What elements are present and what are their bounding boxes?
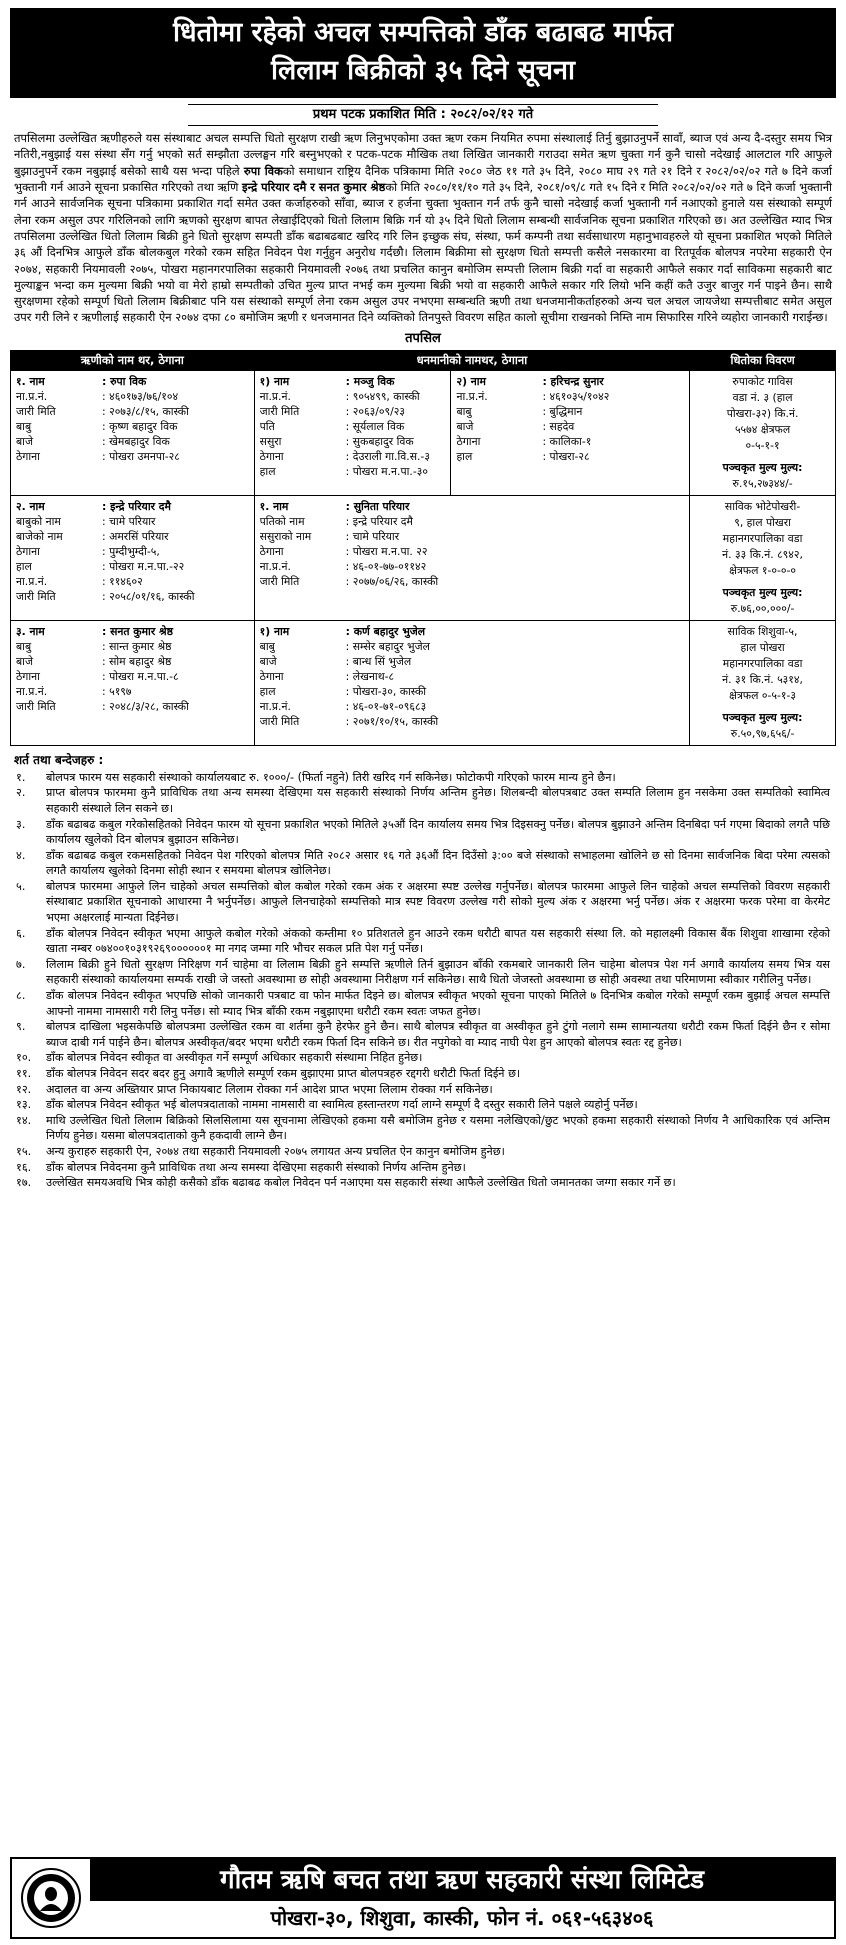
name-label: ३. नाम xyxy=(16,624,45,638)
person-name-row xyxy=(260,499,684,514)
field-label: ठेगाना xyxy=(16,669,40,683)
term-number: ५. xyxy=(16,879,26,893)
field-value: : बान्ध सिं भुजेल xyxy=(346,654,684,669)
person-block xyxy=(16,374,249,464)
term-number: १. xyxy=(16,770,26,784)
collateral-cell xyxy=(690,620,836,745)
person-field xyxy=(260,654,684,669)
term-number: १६. xyxy=(16,1160,32,1174)
borrower-cell xyxy=(11,620,255,745)
field-label: जारी मिति xyxy=(259,404,300,418)
term-text: उल्लेखित समयअवधि भित्र कोही कसैको डाँक बढाबढ कबोल निवेदन पर्न नआएमा यस सहकारी संस्था आफैले उल्लेखित धितो जमानतका जग्गा सकार गर्ने छ। xyxy=(46,1176,676,1190)
person-field xyxy=(456,434,684,449)
field-value: : बुद्धिमान xyxy=(542,404,684,419)
person-field xyxy=(16,544,249,559)
term-item xyxy=(16,785,830,816)
collateral-cell xyxy=(690,370,836,495)
schedule-row xyxy=(11,495,836,620)
person-field xyxy=(260,514,684,529)
person-block xyxy=(16,499,249,604)
footer-text xyxy=(90,1859,834,1937)
terms-list xyxy=(10,770,836,1191)
person-field xyxy=(16,434,249,449)
term-item xyxy=(16,1097,830,1113)
valuation-amount: रु.५०,९७,६५६/- xyxy=(730,726,795,740)
field-value: : कालिका-१ xyxy=(542,434,684,449)
collateral-line: ९, हाल पोखरा xyxy=(734,515,791,529)
term-text: डाँक बोलपत्र निवेदन स्वीकृत भई बोलपत्रदाताको नाममा नामसारी वा स्वामित्व हस्तान्तरण गर्दा लाग्ने सम्पूर्ण दै दस्तुर सकारी लिने पक्षले व्यहोर्नु पर्नेछ। xyxy=(46,1098,638,1112)
term-text: डाँक बोलपत्र निवेदन स्वीकृत भएमा आफुले कबोल गरेको अंकको कम्तीमा १० प्रतिशतले हुन आउने रकम धरौटी बापत यस सहकारी संस्था लि. को महालक्ष्मी विकास बैंक शिशुवा शाखामा रहेको खाता नम्बर ०७४००१०३१९२६९००००००१ मा नगद जम्मा गरि भौचर सकल प्रति पेश गर्नु पर्नेछ। xyxy=(46,926,830,956)
term-number: ८. xyxy=(16,989,26,1003)
term-item xyxy=(16,848,830,879)
person-field xyxy=(260,449,446,464)
field-value: : सोम बहादुर श्रेष्ठ xyxy=(102,654,249,669)
collateral-line: साविक भोटेपोखरी- xyxy=(724,499,801,513)
term-item xyxy=(16,926,830,957)
person-field xyxy=(260,684,684,699)
field-label: ना.प्र.नं. xyxy=(16,389,48,403)
footer xyxy=(10,1857,836,1939)
term-number: १३. xyxy=(16,1098,32,1112)
borrower-cell xyxy=(11,495,255,620)
field-label: बाजे xyxy=(16,434,33,448)
term-text: बोलपत्र दाखिला भइसकेपछि बोलपत्रमा उल्लेखित रकम वा शर्तमा कुनै हेरफेर हुने छैन। साथै बोलपत्र स्वीकृत वा अस्वीकृत हुने टुंगो नलागे सम्म सामान्यतया धरौटी रकम फिर्ता दिईने छैन र सोमा ब्याज दाबी गर्न पाईने छैन। बोलपत्र अस्वीकृत/बदर भएमा धरौटी रकम फिर्ता दिन सकिने छ। रीत नपुगेको वा म्याद नाघी पेश हुन आएको बोलपत्र स्वतः रद्द हुनेछ। xyxy=(46,1020,830,1049)
field-value: : ४६-०१-७१-०९६८३ xyxy=(346,699,684,714)
term-text: अदालत वा अन्य अख्तियार प्राप्त निकायबाट लिलाम रोक्का गर्न आदेश प्राप्त भएमा लिलाम रोक्का गर्न सकिनेछ। xyxy=(46,1082,493,1096)
person-field xyxy=(16,514,249,529)
field-value: : २०७३/८/१५, कास्की xyxy=(102,404,249,419)
term-item xyxy=(16,1050,830,1066)
valuation-label: पञ्चकृत मुल्य मुल्य: xyxy=(722,460,803,474)
field-label: जारी मिति xyxy=(16,699,56,713)
term-item xyxy=(16,1144,830,1160)
field-label: हाल xyxy=(259,684,276,698)
valuation-label: पञ्चकृत मुल्य मुल्य: xyxy=(722,710,803,724)
person-name-row xyxy=(16,624,249,639)
collateral-line: क्षेत्रफल ०-५-१-३ xyxy=(729,688,797,702)
header-guarantor: धनमानीको नामथर, ठेगाना xyxy=(254,350,689,370)
field-label: बाबु xyxy=(259,639,275,653)
schedule-body xyxy=(11,370,836,745)
field-label: बाबु xyxy=(16,419,32,433)
field-label: ससुराको नाम xyxy=(259,529,312,543)
term-number: १५. xyxy=(16,1144,32,1158)
term-text: डाँक बोलपत्र निवेदन सदर बदर हुनु अगावै ऋणीले सम्पूर्ण रकम बुझाएमा प्राप्त बोलपत्रहरु रद्दगरी धरौटी फिर्ता दिईने छ। xyxy=(46,1067,521,1081)
field-value: : २०५८/०१/१६, कास्की xyxy=(102,589,249,604)
field-value: : पोखरा म.न.पा.-८ xyxy=(102,669,249,684)
term-text: प्राप्त बोलपत्र फारममा कुनै प्राविधिक तथा अन्य समस्या देखिएमा यस सहकारी संस्थाको निर्णय अन्तिम हुनेछ। शिलबन्दी बोलपत्रबाट उक्त सम्पति लिलाम हुन नसकेमा उक्त सम्पतिको स्वामित्व सहकारी संस्थाले लिन सकने छ। xyxy=(46,786,830,815)
header-collateral: धितोका विवरण xyxy=(690,350,836,370)
name-label: १) नाम xyxy=(259,624,290,638)
person-name-row xyxy=(260,624,684,639)
field-label: ससुरा xyxy=(259,434,282,448)
person-field xyxy=(260,529,684,544)
guarantor-cell xyxy=(451,370,690,495)
field-value: : २०६३/०९/२३ xyxy=(346,404,446,419)
person-field xyxy=(16,529,249,544)
person-name-row xyxy=(260,374,446,389)
term-number: १७. xyxy=(16,1176,32,1190)
title-line-2: लिलाम बिक्रीको ३५ दिने सूचना xyxy=(271,55,575,86)
term-number: २. xyxy=(16,786,26,800)
intro-text-2: को समाधान राष्ट्रिय दैनिक पत्रिकामा मिति २०८० जेठ ११ गते ३५ दिने, २०८० माघ २९ गते २१ दिने र २०८२/०२/०२ गते ७ दिने कर्जा भुक्तानी गर्न आउने सूचना प्रकासित गरिएको तथा ऋणि xyxy=(14,163,832,195)
field-value: : ४६१०३५/१०४२ xyxy=(542,389,684,404)
cooperative-emblem-icon xyxy=(12,1859,90,1937)
person-field xyxy=(16,419,249,434)
term-item xyxy=(16,957,830,988)
term-number: १४. xyxy=(16,1113,32,1127)
field-label: ना.प्र.नं. xyxy=(259,389,291,403)
person-field xyxy=(260,419,446,434)
person-field xyxy=(260,669,684,684)
title-line-1: धितोमा रहेको अचल सम्पत्तिको डाँक बढाबढ मार्फत xyxy=(172,17,674,48)
field-label: बाबुको नाम xyxy=(16,514,61,528)
field-value: : खेमबहादुर विक xyxy=(102,434,249,449)
field-value: : लेखनाथ-८ xyxy=(346,669,684,684)
organization-name: गौतम ऋषि बचत तथा ऋण सहकारी संस्था लिमिटेड xyxy=(90,1859,834,1901)
field-value: : देउराली गा.वि.स.-३ xyxy=(346,449,446,464)
person-name-row xyxy=(456,374,684,389)
intro-text-3: को मिति २०८०/११/१० गते ३५ दिने, २०८१/०९/८ गते १५ दिने र मिति २०८२/०२/०२ गते ७ दिने कर्जा भुक्तानी गर्न आउने सार्वजनिक सूचना पत्रिकामा प्रकाशित गर्दा समेत उक्त कर्जाहरुको साँवा, ब्याज र हर्जना चुक्ता भुक्तान गर्न तर्फ कुनै चासो नदेखाई कर्जा भुक्तानी गर्न नआएको हुनाले यस संस्थाको सम्पूर्ण लेना रकम असुल उपर गरिलिनको लागि ऋणको सुरक्षण बापत लेखाईदिएको धितो लिलाम बिक्रि गर्न यो ३५ दिने धितो लिलाम सम्बन्धी सार्वजनिक सूचना प्रकाशित गरिएको छ। अत उल्लेखित म्याद भित्र तपसिलमा उल्लेखित धितो लिलाम बिक्री हुने धितो सुरक्षण सम्पती डाँक बढाबढबाट खरिद गरि लिन इच्छुक संघ, संस्था, फर्म कम्पनी तथा सर्वसाधारण महानुभावहरुले यो सूचना प्रकाशित भएको मितिले ३६ औं दिनभित्र आफुले डाँक बोलकबुल गरेको रकम सहित निवेदन पेश गर्नुहुन अनुरोध गर्दछौ। लिलाम बिक्रीमा सो सुरक्षण धितो सम्पत्ती कसैले नसकारमा वा रितपूर्वक बोलपत्र नपरेमा सहकारी ऐन २०७४, सहकारी नियमावली २०७५, पोखरा महानगरपालिका सहकारी नियमावली २०७६ तथा प्रचलित कानुन बमोजिम सम्पत्ती लिलाम बिक्री गर्दा वा सहकारी आफैले सकार गर्दा साविकमा सहकारी बाट मुल्याङ्कन भन्दा कम मुल्यमा बिक्री भयो वा मेरो हाम्रो सम्पतीको उचित मुल्य प्राप्त नभई कम मुल्यमा बिक्री भयो वा सहकारी आफैले सकार गरि लियो भनि कहीं कतै उजुर बाजुर गर्न पाइने छैन। साथै सुरक्षणमा रहेको सम्पूर्ण धितो लिलाम बिक्रीबाट पनि यस संस्थाको सम्पूर्ण लेना रकम असुल उपर नभएमा सम्बन्धति ऋणी तथा धनजमानीकर्ताहरुको अन्य चल अचल जायजेथा सम्पत्तीबाट समेत असुल उपर गरी लिने र ऋणीलाई सहकारी ऐन २०७४ दफा ८० बमोजिम ऋणी र धनजमानत दिने व्यक्तिको तिनपुस्ते विवरण सहित कालो सूचीमा राखनको निम्ति नाम सिफारिस गरिने व्यहोरा जानकारी गराईन्छ। xyxy=(14,180,833,325)
field-label: ना.प्र.नं. xyxy=(259,559,291,573)
person-field xyxy=(260,559,684,574)
term-item xyxy=(16,817,830,848)
collateral-line: नं. ३३ कि.नं. ८९४२, xyxy=(722,547,803,561)
term-number: ३. xyxy=(16,817,26,831)
person-field xyxy=(260,574,684,589)
collateral-line: रुपाकोट गाविस xyxy=(732,374,793,388)
collateral-line: क्षेत्रफल १-०-०-० xyxy=(729,563,797,577)
field-label: ठेगाना xyxy=(259,669,284,683)
field-value: : ४६-०१-७७-०११४२ xyxy=(346,559,684,574)
person-field xyxy=(16,574,249,589)
term-text: डाँक बोलपत्र निवेदन स्वीकृत भएपछि सोको जानकारी पत्रबाट वा फोन मार्फत दिइने छ। बोलपत्र स्वीकृत भएको सूचना पाएको मितिले ७ दिनभित्र कबोल गरेको सम्पूर्ण रकम बुझाई अचल सम्पत्ति आफ्नो नाममा नामसारी गरी लिनु पर्नेछ। सो म्याद भित्र बाँकी रकम नबुझाएमा धरौटी रकम स्वतः जफत हुनेछ। xyxy=(46,989,830,1018)
field-value: : चामे परियार xyxy=(102,514,249,529)
person-field xyxy=(260,544,684,559)
field-value: : पुम्दीभुम्दी-५, xyxy=(102,544,249,559)
field-value: : पोखरा म.न.पा. २२ xyxy=(346,544,684,559)
field-label: हाल xyxy=(259,464,276,478)
field-label: जारी मिति xyxy=(16,589,56,603)
person-block xyxy=(260,374,446,479)
collateral-line: महानगरपालिका वडा xyxy=(722,656,803,670)
field-value: : ११४६०२ xyxy=(102,574,249,589)
intro-text-1: तपसिलमा उल्लेखित ऋणीहरुले यस संस्थाबाट अचल सम्पत्ति धितो सुरक्षण राखी ऋण लिनुभएकोमा उक्त ऋण रकम नियमित रुपमा संस्थालाई तिर्नु बुझाउनुपर्ने सावाँ, ब्याज एवं अन्य दै-दस्तुर समय भित्र नतिरी,नबुझाई यस संस्था सँग गर्नु भएको सर्त सम्झौता उल्लङ्घन गरि बस्नुभएको र पटक-पटक मौखिक तथा लिखित जानकारी गराउदा समेत ऋण चुक्ता गर्न कुनै चासो नदेखाई आलटाल गरि आफुले बुझाउनुपर्ने रकम नबुझाई बसेको साथै यस भन्दा पहिले xyxy=(14,131,832,178)
valuation-amount: रु.१५,२७३४४/- xyxy=(732,476,793,490)
field-value: : सूर्यलाल विक xyxy=(346,419,446,434)
term-item xyxy=(16,1082,830,1098)
field-value: : पोखरा उमनपा-२८ xyxy=(102,449,249,464)
term-item xyxy=(16,1066,830,1082)
term-text: बोलपत्र फारम यस सहकारी संस्थाको कार्यालयबाट रु. १०००/- (फिर्ता नहुने) तिरी खरिद गर्न सकिनेछ। फोटोकपी गरिएको फारम मान्य हुने छैन। xyxy=(46,770,616,784)
term-text: बोलपत्र फारममा आफुले लिन चाहेको अचल सम्पत्तिको बोल कबोल गरेको रकम अंक र अक्षरमा स्पष्ट उल्लेख गर्नुपर्नेछ। बोलपत्र फारममा आफुले लिन चाहेको अचल सम्पत्तिको विवरण सहकारी संस्थाबाट प्रकाशित सूचनाको आधारमा नै भर्नुपर्नेछ। आफुले लिनचाहेको सम्पत्तिको मात्र स्पष्ट विवरण उल्लेख गरी सोको मुल्य अंक र अक्षरमा भर्नु पर्नेछ। अंक र अक्षरमा फरक परेमा वा केरमेट भएमा अक्षरलाई मान्यता दिईनेछ। xyxy=(46,879,830,925)
person-field xyxy=(260,389,446,404)
term-item xyxy=(16,1019,830,1050)
term-item xyxy=(16,1160,830,1176)
intro-paragraph xyxy=(10,130,836,326)
person-block xyxy=(260,499,684,589)
field-label: ठेगाना xyxy=(16,449,40,463)
field-label: ना.प्र.नं. xyxy=(259,699,291,713)
person-name-row xyxy=(16,374,249,389)
field-label: पतिको नाम xyxy=(259,514,305,528)
field-value: : २०४८/३/२८, कास्की xyxy=(102,699,249,714)
field-label: हाल xyxy=(16,559,32,573)
field-value: : पोखरा-२८ xyxy=(542,449,684,464)
collateral-line: पोखरा-३२) कि.नं. xyxy=(726,406,799,420)
person-field xyxy=(16,389,249,404)
field-label: बाजेको नाम xyxy=(16,529,63,543)
term-number: ७. xyxy=(16,957,26,971)
field-value: : अमरसिं परियार xyxy=(102,529,249,544)
field-label: जारी मिति xyxy=(16,404,56,418)
field-value: : पोखरा म.न.पा.-३० xyxy=(346,464,446,479)
collateral-line: हाल पोखरा xyxy=(740,640,785,654)
person-name-row xyxy=(16,499,249,514)
person-field xyxy=(16,684,249,699)
name-label: १. नाम xyxy=(259,499,289,513)
person-field xyxy=(456,404,684,419)
person-name: : हरिचन्द्र सुनार xyxy=(542,374,684,389)
field-value: : पोखरा-३०, कास्की xyxy=(346,684,684,699)
person-field xyxy=(260,714,684,729)
field-label: ठेगाना xyxy=(16,544,40,558)
field-value: : २०७१/१०/१५, कास्की xyxy=(346,714,684,729)
person-name: : सुनिता परियार xyxy=(346,499,684,514)
field-value: : सम्सेर बहादुर भुजेल xyxy=(346,639,684,654)
collateral-line: नं. ३१ कि.नं. ५३१४, xyxy=(722,672,803,686)
field-label: बाजे xyxy=(456,419,474,433)
field-value: : सुकबहादुर विक xyxy=(346,434,446,449)
field-label: जारी मिति xyxy=(259,714,300,728)
person-name: : सनत कुमार श्रेष्ठ xyxy=(102,624,249,639)
field-value: : ९०५४९९, कास्की xyxy=(346,389,446,404)
guarantor-cell xyxy=(254,495,689,620)
field-value: : ५१९७ xyxy=(102,684,249,699)
term-number: ९. xyxy=(16,1020,26,1034)
schedule-table xyxy=(10,350,836,746)
guarantor-cell xyxy=(254,370,451,495)
name-label: २. नाम xyxy=(16,499,45,513)
person-block xyxy=(260,624,684,729)
field-label: ठेगाना xyxy=(456,434,481,448)
field-label: बाबु xyxy=(16,639,32,653)
terms-title: शर्त तथा बन्देजहरु : xyxy=(14,752,104,767)
field-value: : चामे परियार xyxy=(346,529,684,544)
person-field xyxy=(456,419,684,434)
field-label: ठेगाना xyxy=(259,544,284,558)
guarantor-cell xyxy=(254,620,689,745)
schedule-row xyxy=(11,620,836,745)
field-label: ठेगाना xyxy=(259,449,284,463)
field-label: बाजे xyxy=(16,654,33,668)
person-field xyxy=(16,654,249,669)
person-field xyxy=(16,449,249,464)
publication-date: प्रथम पटक प्रकाशित मिति : २०८२/०२/१२ गते xyxy=(188,104,658,126)
person-field xyxy=(16,404,249,419)
term-number: १२. xyxy=(16,1082,32,1096)
notice-title xyxy=(10,8,836,98)
collateral-line: वडा नं. ३ (हाल xyxy=(732,390,793,404)
collateral-line: ०-५-१-१ xyxy=(745,438,780,452)
field-label: पति xyxy=(259,419,275,433)
person-field xyxy=(16,669,249,684)
term-number: १०. xyxy=(16,1051,32,1065)
person-field xyxy=(456,389,684,404)
term-number: ११. xyxy=(16,1067,32,1081)
person-block xyxy=(16,624,249,714)
field-value: : २०७७/०६/२६, कास्की xyxy=(346,574,684,589)
borrower-cell xyxy=(11,370,255,495)
person-field xyxy=(16,559,249,574)
schedule-row xyxy=(11,370,836,495)
field-label: बाबु xyxy=(456,404,472,418)
person-field xyxy=(260,639,684,654)
name-label: २) नाम xyxy=(456,374,487,388)
intro-bold-2: इन्द्रे परियार दमै र सनत कुमार श्रेष्ठ xyxy=(242,180,386,195)
person-field xyxy=(260,404,446,419)
person-name: : इन्द्रे परियार दमै xyxy=(102,499,249,514)
person-field xyxy=(260,699,684,714)
header-borrower: ऋणीको नाम थर, ठेगाना xyxy=(11,350,255,370)
term-text: डाँक बढाबढ कबुल रकमसहितको निवेदन पेश गरिएको बोलपत्र मिति २०८२ असार १६ गते ३६औं दिन दिउँसो ३:०० बजे संस्थाको सभाहलमा खोलिने छ सो दिनमा सार्वजनिक बिदा परेमा त्यसको लगतै कार्यालय खुलेको दिनमा सोही स्थान र समयमा बोलपत्र खोलिनेछ। xyxy=(46,848,830,878)
collateral-line: साविक शिशुवा-५, xyxy=(727,624,798,638)
collateral-line: ५५७४ क्षेत्रफल xyxy=(734,422,791,436)
person-name: : रुपा विक xyxy=(102,374,249,389)
term-number: ६. xyxy=(16,926,26,940)
field-value: : कृष्ण बहादुर विक xyxy=(102,419,249,434)
term-text: माथि उल्लेखित धितो लिलाम बिक्रिको सिलसिलामा यस सूचनामा लेखिएको हकमा यसै बमोजिम हुनेछ र यसमा नलेखिएको/छुट भएको हकमा सहकारी संस्थाको निर्णय नै आधिकारिक एवं अन्तिम निर्णय हुनेछ। यसमा बोलपत्रदाताको कुनै हकदावी लाग्ने छैन। xyxy=(46,1113,830,1143)
schedule-title: तपसिल xyxy=(405,330,441,346)
collateral-line: महानगरपालिका वडा xyxy=(722,531,803,545)
term-item xyxy=(16,1175,830,1191)
person-field xyxy=(16,639,249,654)
field-label: बाजे xyxy=(259,654,277,668)
person-block xyxy=(456,374,684,464)
name-label: १. नाम xyxy=(16,374,45,388)
term-item xyxy=(16,988,830,1019)
term-item xyxy=(16,770,830,786)
term-text: अन्य कुराहरु सहकारी ऐन, २०७४ तथा सहकारी नियमावली २०७५ लगायत अन्य प्रचलित ऐन कानुन बमोजिम हुनेछ। xyxy=(46,1144,505,1158)
person-field xyxy=(260,434,446,449)
field-value: : सहदेव xyxy=(542,419,684,434)
field-label: हाल xyxy=(456,449,473,463)
collateral-cell xyxy=(690,495,836,620)
term-item xyxy=(16,1113,830,1144)
person-name: : मञ्जु विक xyxy=(346,374,446,389)
person-field xyxy=(16,699,249,714)
person-name: : कर्ण बहादुर भुजेल xyxy=(346,624,684,639)
field-label: जारी मिति xyxy=(259,574,300,588)
field-value: : ४६०१७३/७६/१०४ xyxy=(102,389,249,404)
field-label: ना.प्र.नं. xyxy=(456,389,488,403)
intro-bold-1: रुपा विक xyxy=(243,163,283,178)
term-text: लिलाम बिक्री हुने धितो सुरक्षण निरिक्षण गर्न चाहेमा वा लिलाम बिक्री हुने सम्पत्ति ऋणीले तिर्न बुझाउन बाँकी रकमबारे जानकारी लिन चाहेमा बोलपत्र पेश गर्न अगावै कार्यालय समय भित्र यस सहकारी संस्थाको कार्यालयमा सम्पर्क राखी जे जस्तो अवस्थामा छ सोही अवस्थामा निरीक्षण गर्न सकिनेछ। साथै धितो जेजस्तो अवस्थामा छ सोही अवस्था तथा परिमाणमा स्वीकार गरीलिनु पर्नेछ। xyxy=(46,957,830,987)
field-value: : सान्त कुमार श्रेष्ठ xyxy=(102,639,249,654)
person-field xyxy=(456,449,684,464)
schedule-header-row xyxy=(11,350,836,370)
term-text: डाँक बोलपत्र निवेदनमा कुनै प्राविधिक तथा अन्य समस्या देखिएमा सहकारी संस्थाको निर्णय अन्तिम हुनेछ। xyxy=(46,1160,466,1174)
field-value: : इन्द्रे परियार दमै xyxy=(346,514,684,529)
person-field xyxy=(260,464,446,479)
field-label: ना.प्र.नं. xyxy=(16,684,48,698)
term-item xyxy=(16,879,830,926)
term-text: डाँक बढाबढ कबुल गरेकोसहितको निवेदन फारम यो सूचना प्रकाशित भएको मितिले ३५औं दिन कार्यालय समय भित्र दिइसक्नु पर्नेछ। बोलपत्र बुझाउने अन्तिम दिनबिदा पर्न गएमा बिदाको लगतै पछि कार्यालय खुलेको दिन बोलपत्र बुझाउन सकिनेछ। xyxy=(46,817,830,847)
person-field xyxy=(16,589,249,604)
term-text: डाँक बोलपत्र निवेदन स्वीकृत वा अस्वीकृत गर्ने सम्पूर्ण अधिकार सहकारी संस्थामा निहित हुनेछ। xyxy=(46,1051,423,1065)
name-label: १) नाम xyxy=(259,374,290,388)
valuation-amount: रु.७६,००,०००/- xyxy=(730,601,795,615)
organization-address: पोखरा-३०, शिशुवा, कास्की, फोन नं. ०६१-५६३४०६ xyxy=(270,1906,654,1930)
valuation-label: पञ्चकृत मुल्य मुल्य: xyxy=(722,585,803,599)
term-number: ४. xyxy=(16,848,26,862)
field-label: ना.प्र.नं. xyxy=(16,574,48,588)
field-value: : पोखरा म.न.पा.-२२ xyxy=(102,559,249,574)
